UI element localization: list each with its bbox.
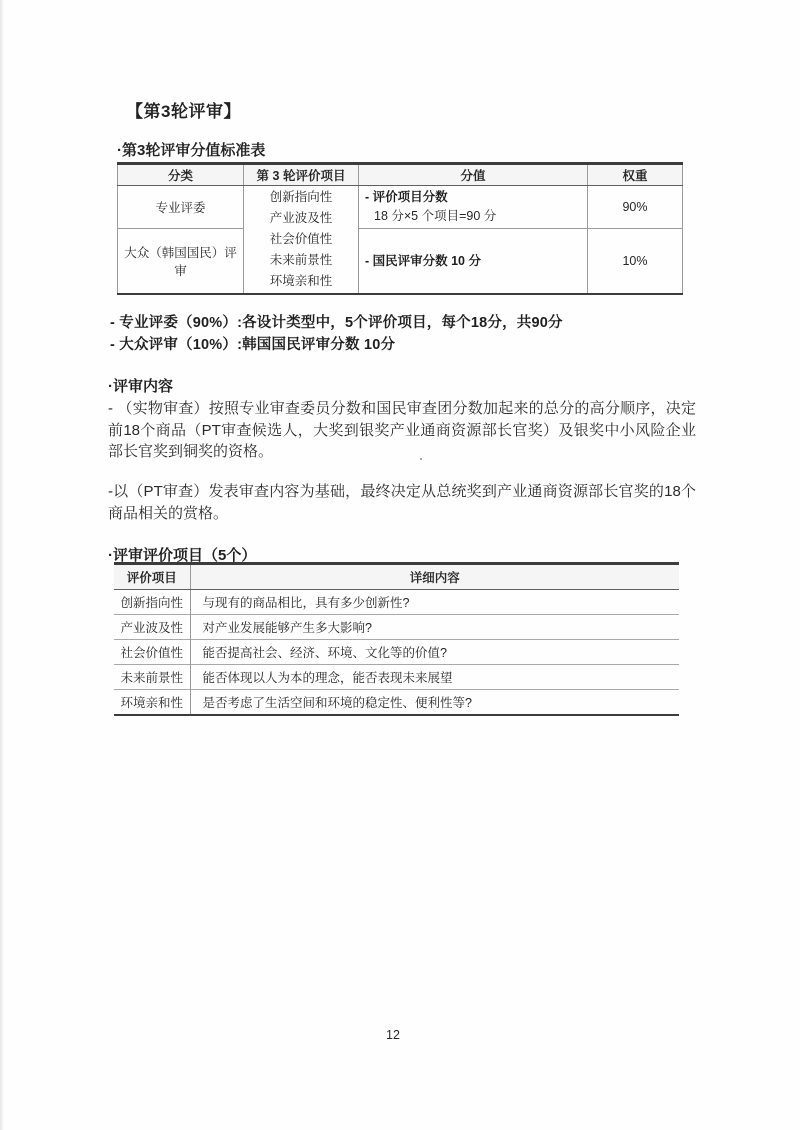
score-table-caption: ·第3轮评审分值标准表	[117, 142, 266, 159]
page-title: 【第3轮评审】	[126, 102, 241, 121]
page-number: 12	[386, 1028, 400, 1042]
evaluation-item: 创新指向性	[269, 190, 333, 204]
criteria-row	[114, 615, 679, 640]
criteria-heading: ·评审评价项目（5个）	[108, 547, 257, 564]
criteria-row	[114, 690, 679, 715]
criteria-item: 环境亲和性	[114, 690, 190, 715]
score-table-row-public	[118, 229, 683, 294]
col-header-item: 评价项目	[114, 564, 190, 590]
note-line: - 大众评审（10%）:韩国国民评审分数 10分	[110, 337, 396, 353]
score-notes	[110, 312, 563, 356]
criteria-table	[114, 562, 679, 716]
criteria-row	[114, 640, 679, 665]
note-line: - 专业评委（90%）:各设计类型中，5个评价项目，每个18分，共90分	[110, 315, 563, 331]
score-title: - 评价项目分数	[365, 190, 448, 205]
criteria-header-row	[114, 564, 679, 590]
review-paragraph: - （实物审查）按照专业审查委员分数和国民审查团分数加起来的总分的高分顺序，决定前18个商品（PT审查候选人，大奖到银奖产业通商资源部长官奖）及银奖中小风险企业部长官奖到铜奖的资格。	[108, 400, 696, 460]
weight-cell: 90%	[588, 186, 683, 229]
criteria-detail: 是否考虑了生活空间和环境的稳定性、便利性等?	[190, 690, 679, 715]
score-table-row-expert	[118, 186, 683, 229]
criteria-row	[114, 590, 679, 615]
evaluation-item: 环境亲和性	[269, 274, 333, 288]
score-title: - 国民评审分数 10 分	[365, 253, 481, 268]
score-cell	[359, 229, 588, 294]
criteria-detail: 对产业发展能够产生多大影响?	[190, 615, 679, 640]
criteria-item: 社会价值性	[114, 640, 190, 665]
criteria-item: 创新指向性	[114, 590, 190, 615]
evaluation-items-cell	[244, 186, 359, 295]
category-cell: 大众（韩国国民）评审	[118, 229, 244, 294]
review-content-heading: ·评审内容	[108, 378, 173, 395]
col-header-score: 分值	[359, 164, 588, 186]
evaluation-item: 产业波及性	[269, 211, 333, 225]
criteria-detail: 能否提高社会、经济、环境、文化等的价值?	[190, 640, 679, 665]
score-table	[117, 162, 683, 295]
criteria-item: 未来前景性	[114, 665, 190, 690]
col-header-detail: 详细内容	[190, 564, 679, 590]
col-header-items: 第 3 轮评价项目	[244, 164, 359, 186]
weight-cell: 10%	[588, 229, 683, 294]
criteria-item: 产业波及性	[114, 615, 190, 640]
col-header-weight: 权重	[588, 164, 683, 186]
score-table-header-row	[118, 164, 683, 186]
evaluation-item: 社会价值性	[269, 232, 333, 246]
evaluation-item: 未来前景性	[269, 253, 333, 267]
criteria-detail: 与现有的商品相比，具有多少创新性?	[202, 596, 410, 610]
category-cell: 专业评委	[118, 186, 244, 229]
criteria-detail: 能否体现以人为本的理念，能否表现未来展望	[190, 665, 679, 690]
score-cell	[359, 186, 588, 229]
col-header-category: 分类	[118, 164, 244, 186]
score-detail: 18 分×5 个项目=90 分	[374, 209, 497, 224]
criteria-row	[114, 665, 679, 690]
scan-speck	[420, 458, 422, 460]
review-paragraph: -以（PT审查）发表审查内容为基础，最终决定从总统奖到产业通商资源部长官奖的18个商品相关的赏格。	[108, 483, 696, 522]
